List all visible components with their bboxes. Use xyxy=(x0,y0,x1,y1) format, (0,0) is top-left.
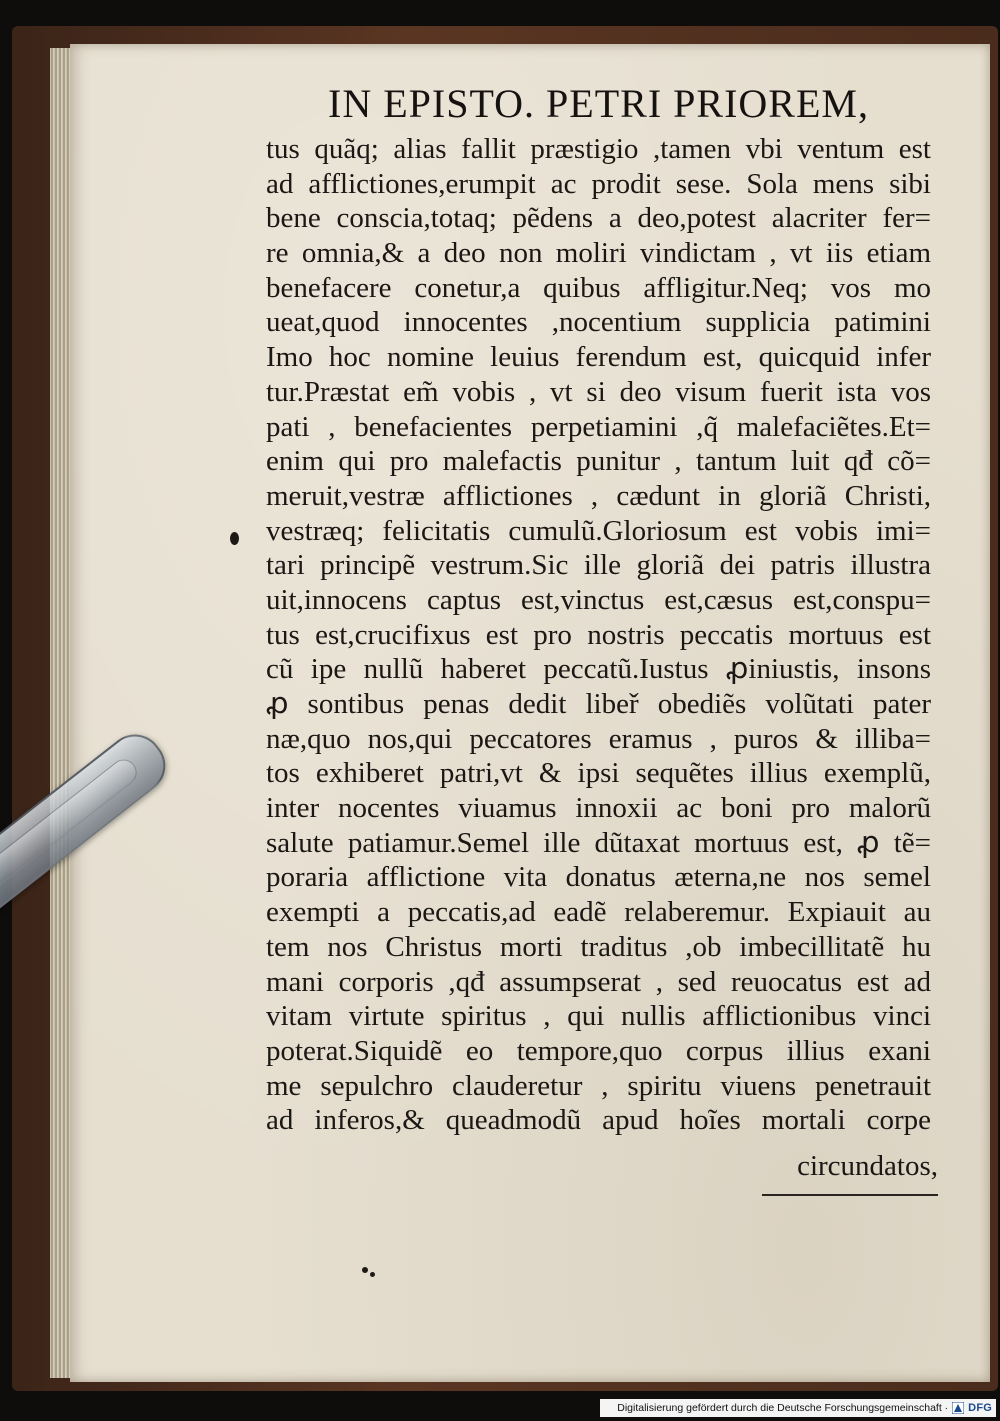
footer-credit-text: Digitalisierung gefördert durch die Deutsche Forschungsgemeinschaft · xyxy=(617,1402,949,1414)
footer-credit-bar xyxy=(600,1399,996,1417)
text-line: inter nocentes viuamus innoxii ac boni pro malorũ xyxy=(266,792,931,825)
text-line: tus est,crucifixus est pro nostris peccatis mortuus est xyxy=(266,618,931,651)
text-line: næ,quo nos,qui peccatores eramus , puros & illiba= xyxy=(266,722,931,755)
text-line: me sepulchro clauderetur , spiritu viuens penetrauit xyxy=(266,1069,931,1102)
text-line: tus quãq; alias fallit præstigio ,tamen vbi ventum est xyxy=(266,133,931,165)
text-line: ad inferos,& queadmodũ apud hoĩes mortali corpe xyxy=(266,1104,931,1137)
text-line: enim qui pro malefactis punitur , tantum luit qđ cõ= xyxy=(266,445,931,478)
catchword: circundatos, xyxy=(797,1150,938,1182)
catchword-underline xyxy=(762,1194,938,1196)
text-line: ueat,quod innocentes ,nocentium supplicia patimini xyxy=(266,306,931,339)
text-line: meruit,vestræ afflictiones , cædunt in gloriã Christi, xyxy=(266,479,931,512)
text-line: bene conscia,totaq; pẽdens a deo,potest alacriter fer= xyxy=(266,202,931,235)
text-line: benefacere conetur,a quibus affligitur.Neq; vos mo xyxy=(266,271,931,304)
dfg-logo-label: DFG xyxy=(968,1402,992,1414)
text-line: tem nos Christus morti traditus ,ob imbecillitatẽ hu xyxy=(266,930,931,963)
text-line: poterat.Siquidẽ eo tempore,quo corpus illius exani xyxy=(266,1034,931,1067)
text-line: tos exhiberet patri,vt & ipsi sequẽtes illius exemplũ, xyxy=(266,757,931,790)
text-line: re omnia,& a deo non moliri vindictam , vt iis etiam xyxy=(266,237,931,270)
text-line: tari principẽ vestrum.Sic ille gloriã dei patris illustra xyxy=(266,549,931,582)
text-line: mani corporis ,qđ assumpserat , sed reuocatus est ad xyxy=(266,965,931,998)
text-line: ad afflictiones,erumpit ac prodit sese. Sola mens sibi xyxy=(266,167,931,200)
ink-spot xyxy=(362,1267,368,1273)
running-head: IN EPISTO. PETRI PRIOREM, xyxy=(328,81,869,126)
book-page xyxy=(70,44,990,1382)
text-line: ꝓ sontibus penas dedit libeř obediẽs volũtati pater xyxy=(266,688,931,720)
catchword-block xyxy=(758,1150,938,1198)
body-text xyxy=(266,132,931,1138)
text-line: tur.Præstat em̃ vobis , vt si deo visum fuerit ista vos xyxy=(266,375,931,408)
text-line: salute patiamur.Semel ille dũtaxat mortuus est, ꝓ tẽ= xyxy=(266,826,931,859)
text-line: vestræq; felicitatis cumulũ.Gloriosum est vobis imi= xyxy=(266,514,931,547)
ink-spot xyxy=(230,532,239,545)
text-line: uit,innocens captus est,vinctus est,cæsus est,conspu= xyxy=(266,583,931,616)
ink-spot xyxy=(370,1272,375,1277)
text-line: cũ ipe nullũ haberet peccatũ.Iustus ꝓiniustis, insons xyxy=(266,653,931,686)
text-line: Imo hoc nomine leuius ferendum est, quicquid infer xyxy=(266,341,931,374)
text-line: exempti a peccatis,ad eadẽ relaberemur. Expiauit au xyxy=(266,896,931,929)
dfg-logo-icon xyxy=(952,1402,964,1414)
text-line: poraria afflictione vita donatus æterna,ne nos semel xyxy=(266,861,931,894)
text-line: pati , benefacientes perpetiamini ,q̃ malefaciẽtes.Et= xyxy=(266,410,931,443)
text-line: vitam virtute spiritus , qui nullis afflictionibus vinci xyxy=(266,1000,931,1033)
